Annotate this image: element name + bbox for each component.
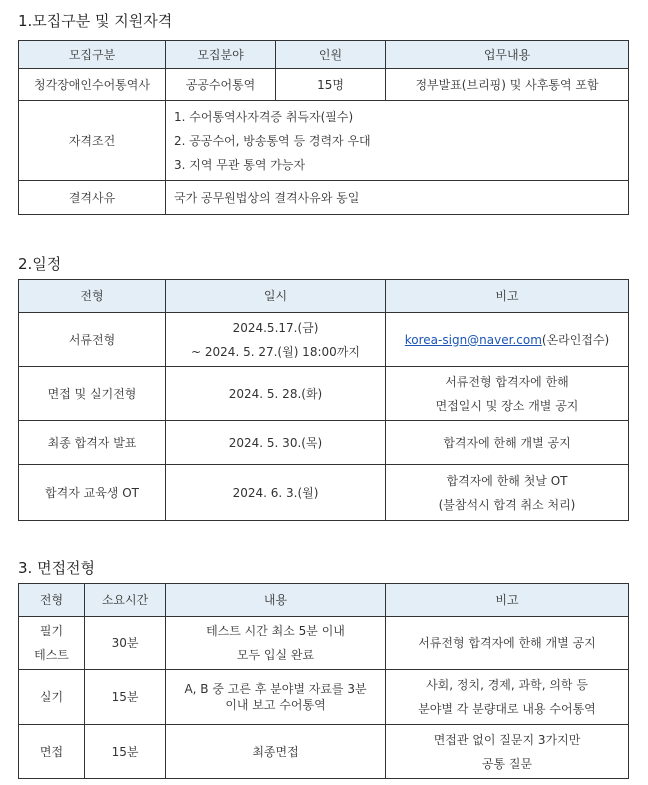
table-row <box>19 725 629 779</box>
type-cell: 면접 <box>19 725 85 779</box>
date-cell <box>166 313 386 367</box>
remark-cell <box>386 725 629 779</box>
content-line: 테스트 시간 최소 5분 이내 <box>206 624 345 638</box>
header-category: 모집구분 <box>19 41 166 69</box>
note-suffix: (온라인접수) <box>541 332 610 347</box>
content-cell: 최종면접 <box>166 725 386 779</box>
note-line: 서류전형 합격자에 한해 <box>445 374 569 389</box>
header-field: 모집분야 <box>166 41 276 69</box>
remark-cell <box>386 670 629 725</box>
note-cell <box>386 367 629 421</box>
duration-cell: 30분 <box>85 617 166 670</box>
note-cell <box>386 465 629 521</box>
table-row <box>19 670 629 725</box>
note-cell <box>386 313 629 367</box>
date-line: ~ 2024. 5. 27.(월) 18:00까지 <box>191 344 360 359</box>
content-line: 이내 보고 수어통역 <box>225 698 326 712</box>
schedule-table <box>18 279 629 521</box>
table-row <box>19 465 629 521</box>
stage-cell: 최종 합격자 발표 <box>19 421 166 465</box>
header-type: 전형 <box>19 584 85 617</box>
email-link[interactable]: korea-sign@naver.com <box>404 332 542 347</box>
note-cell: 합격자에 한해 개별 공지 <box>386 421 629 465</box>
stage-cell: 면접 및 실기전형 <box>19 367 166 421</box>
remark-line: 사회, 정치, 경제, 과학, 의학 등 <box>426 678 588 692</box>
type-line: 필기 <box>39 624 64 638</box>
qualification-item: 3. 지역 무관 통역 가능자 <box>174 157 306 172</box>
table-row <box>19 313 629 367</box>
header-note: 비고 <box>386 280 629 313</box>
content-cell <box>166 670 386 725</box>
date-line: 2024.5.17.(금) <box>232 320 319 335</box>
stage-cell: 합격자 교육생 OT <box>19 465 166 521</box>
header-content: 내용 <box>166 584 386 617</box>
header-stage: 전형 <box>19 280 166 313</box>
remark-line: 분야별 각 분량대로 내용 수어통역 <box>418 702 596 716</box>
section3-title: 3. 면접전형 <box>18 559 96 577</box>
stage-cell: 서류전형 <box>19 313 166 367</box>
category-cell: 청각장애인수어통역사 <box>19 69 166 101</box>
field-cell: 공공수어통역 <box>166 69 276 101</box>
recruitment-table <box>18 40 629 215</box>
section2-title: 2.일정 <box>18 255 62 273</box>
section1-title: 1.모집구분 및 지원자격 <box>18 12 173 30</box>
duration-cell: 15분 <box>85 670 166 725</box>
type-line: 테스트 <box>34 648 69 662</box>
note-line: 합격자에 한해 첫날 OT <box>446 473 568 488</box>
type-cell: 실기 <box>19 670 85 725</box>
interview-table <box>18 583 629 779</box>
header-duration: 소요시간 <box>85 584 166 617</box>
table-row <box>19 367 629 421</box>
duration-cell: 15분 <box>85 725 166 779</box>
qualification-item: 2. 공공수어, 방송통역 등 경력자 우대 <box>174 133 371 148</box>
date-cell: 2024. 5. 28.(화) <box>166 367 386 421</box>
header-count: 인원 <box>276 41 386 69</box>
content-cell <box>166 617 386 670</box>
note-line: (불참석시 합격 취소 처리) <box>438 497 576 512</box>
header-date: 일시 <box>166 280 386 313</box>
disqualification-text: 국가 공무원법상의 결격사유와 동일 <box>166 181 629 215</box>
qualification-list <box>166 101 629 181</box>
qualification-item: 1. 수어통역사자격증 취득자(필수) <box>174 109 354 124</box>
duty-cell: 정부발표(브리핑) 및 사후통역 포함 <box>386 69 629 101</box>
type-cell <box>19 617 85 670</box>
disqualification-label: 결격사유 <box>19 181 166 215</box>
qualification-label: 자격조건 <box>19 101 166 181</box>
content-line: 모두 입실 완료 <box>236 648 315 662</box>
content-line: A, B 중 고른 후 분야별 자료를 3분 <box>184 682 367 696</box>
table-row <box>19 617 629 670</box>
date-cell: 2024. 5. 30.(목) <box>166 421 386 465</box>
remark-line: 공통 질문 <box>481 756 533 771</box>
count-cell: 15명 <box>276 69 386 101</box>
header-duty: 업무내용 <box>386 41 629 69</box>
remark-line: 면접관 없이 질문지 3가지만 <box>433 732 581 747</box>
header-remark: 비고 <box>386 584 629 617</box>
table-row <box>19 421 629 465</box>
note-line: 면접일시 및 장소 개별 공지 <box>435 398 579 413</box>
date-cell: 2024. 6. 3.(월) <box>166 465 386 521</box>
remark-cell: 서류전형 합격자에 한해 개별 공지 <box>386 617 629 670</box>
